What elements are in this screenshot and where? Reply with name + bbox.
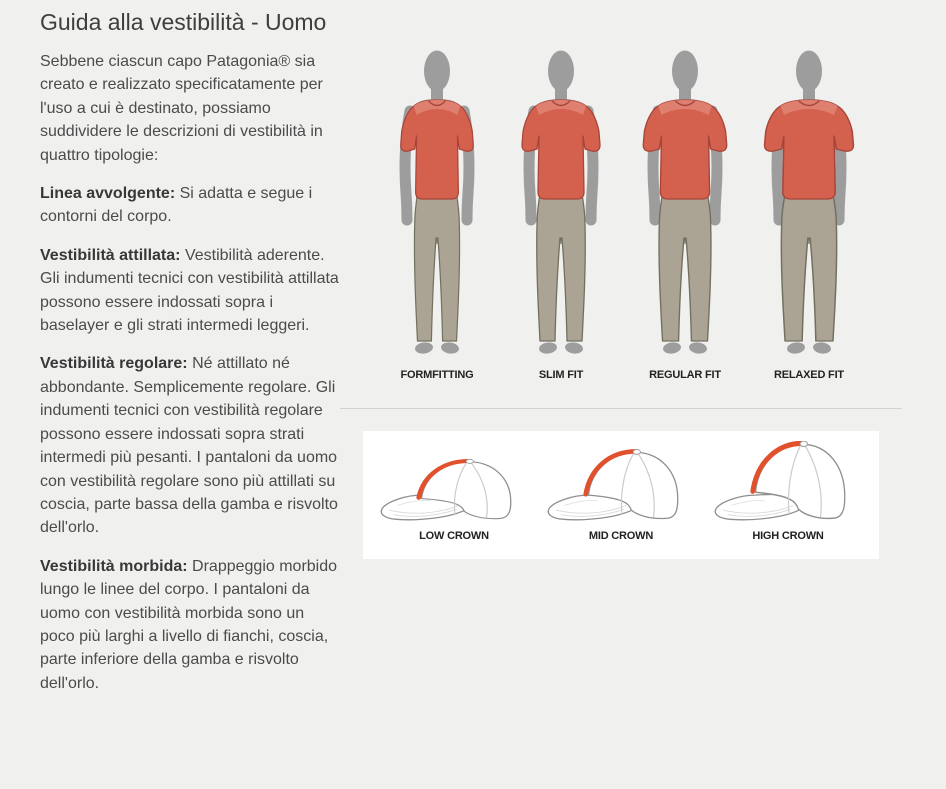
formfitting-man-illustration <box>379 48 495 358</box>
fit-description-avvolgente <box>40 182 340 229</box>
fit-description-attillata <box>40 244 340 338</box>
fit-definition: Si adatta e segue i contorni del corpo. <box>40 185 313 226</box>
fit-figure-relaxed <box>749 48 869 381</box>
fit-label: RELAXED FIT <box>774 369 844 381</box>
fit-definition: Né attillato né abbondante. Semplicemente regolare. Gli indumenti tecnici con vestibilità regolare possono essere indossati sopra strati intermedi più pesanti. I pantaloni da uomo con vestibilità regolare sono più attillati su coscia, parte bassa della gamba e risvolto dell'orlo. <box>40 355 338 537</box>
intro-paragraph: Sebbene ciascun capo Patagonia® sia creato e realizzato specificatamente per l'uso a cui è destinato, possiamo suddividere le descrizioni di vestibilità in quattro tipologie: <box>40 53 323 164</box>
crown-label: LOW CROWN <box>419 530 489 542</box>
fit-description-regolare <box>40 352 340 539</box>
mid-crown-cap-illustration <box>542 441 700 527</box>
fit-label: REGULAR FIT <box>649 369 721 381</box>
page-title: Guida alla vestibilità - Uomo <box>40 9 327 35</box>
section-divider <box>340 408 902 409</box>
cap-figure-high-crown <box>705 441 871 551</box>
regular-fit-man-illustration <box>627 48 743 358</box>
fit-label: FORMFITTING <box>400 369 474 381</box>
fit-figure-slim <box>501 48 621 381</box>
fit-description-morbida <box>40 555 340 695</box>
fit-term: Vestibilità regolare: <box>40 355 188 373</box>
crown-label: HIGH CROWN <box>752 530 824 542</box>
fit-figure-regular <box>625 48 745 381</box>
cap-figure-mid-crown <box>538 441 704 551</box>
slim-fit-man-illustration <box>503 48 619 358</box>
fit-label: SLIM FIT <box>538 369 584 381</box>
fit-guide-text-column <box>40 8 340 710</box>
fit-term: Linea avvolgente: <box>40 185 176 203</box>
high-crown-cap-illustration <box>709 441 867 527</box>
body-fit-figures <box>377 48 869 381</box>
fit-term: Vestibilità morbida: <box>40 557 188 575</box>
fit-definition: Vestibilità aderente. Gli indumenti tecnici con vestibilità attillata possono essere indossati sopra i baselayer e gli strati intermedi leggeri. <box>40 246 339 335</box>
cap-crown-panel <box>363 431 879 559</box>
relaxed-fit-man-illustration <box>751 48 867 358</box>
fit-definition: Drappeggio morbido lungo le linee del corpo. I pantaloni da uomo con vestibilità morbida sono un poco più larghi a livello di fianchi, coscia, parte inferiore della gamba e risvolto dell'orlo. <box>40 557 338 692</box>
fit-term: Vestibilità attillata: <box>40 246 181 264</box>
cap-figure-low-crown <box>371 441 537 551</box>
low-crown-cap-illustration <box>375 441 533 527</box>
fit-figure-formfitting <box>377 48 497 381</box>
crown-label: MID CROWN <box>588 530 654 542</box>
